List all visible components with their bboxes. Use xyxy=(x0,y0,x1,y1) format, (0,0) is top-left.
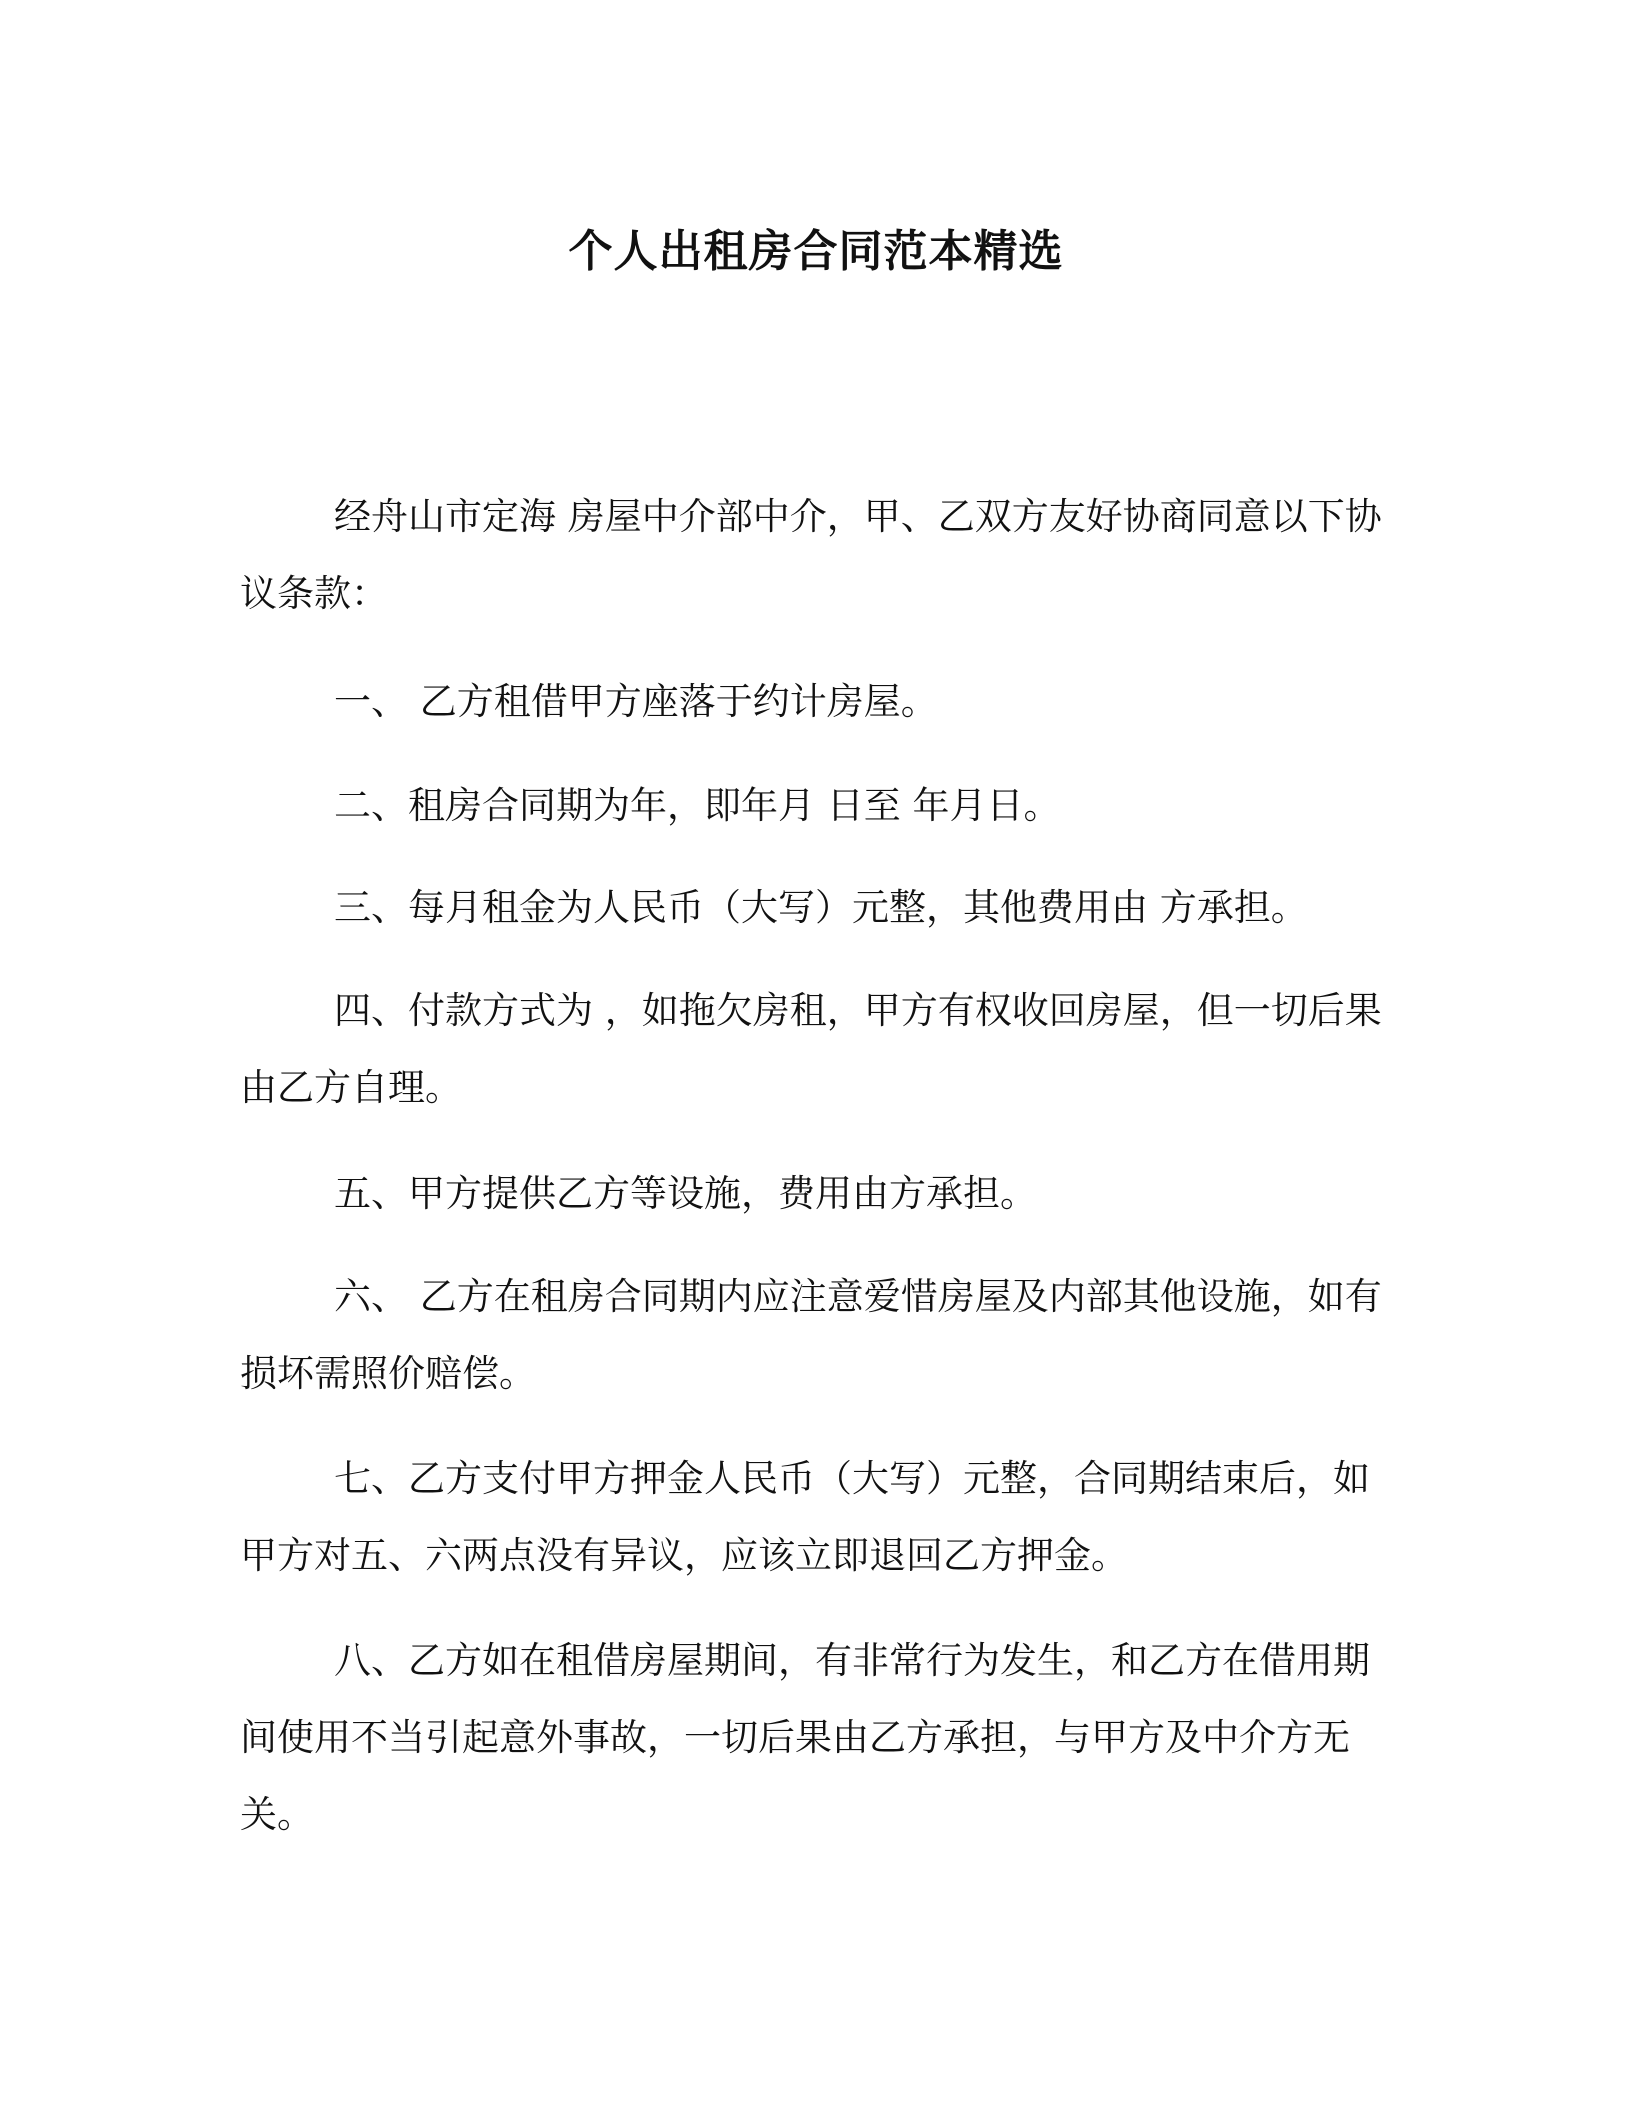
paragraph-intro: 经舟山市定海 房屋中介部中介，甲、乙双方友好协商同意以下协议条款： xyxy=(240,495,1382,615)
paragraph-clause-6: 六、 乙方在租房合同期内应注意爱惜房屋及内部其他设施，如有损坏需照价赔偿。 xyxy=(240,1275,1382,1395)
paragraph-clause-5: 五、甲方提供乙方等设施，费用由方承担。 xyxy=(334,1172,1037,1215)
document-title: 个人出租房合同范本精选 xyxy=(568,226,1064,277)
paragraph-clause-8: 八、乙方如在租借房屋期间，有非常行为发生，和乙方在借用期间使用不当引起意外事故，一切后果由乙方承担，与甲方及中介方无关。 xyxy=(240,1639,1370,1836)
paragraph-clause-1: 一、 乙方租借甲方座落于约计房屋。 xyxy=(334,680,938,723)
paragraph-clause-3: 三、每月租金为人民币（大写）元整，其他费用由 方承担。 xyxy=(334,886,1308,929)
paragraph-clause-2: 二、租房合同期为年，即年月 日至 年月日。 xyxy=(334,784,1061,827)
paragraph-clause-7: 七、乙方支付甲方押金人民币（大写）元整，合同期结束后，如甲方对五、六两点没有异议，应该立即退回乙方押金。 xyxy=(240,1457,1370,1577)
paragraph-clause-4: 四、付款方式为 ，如拖欠房租，甲方有权收回房屋，但一切后果由乙方自理。 xyxy=(240,989,1382,1109)
